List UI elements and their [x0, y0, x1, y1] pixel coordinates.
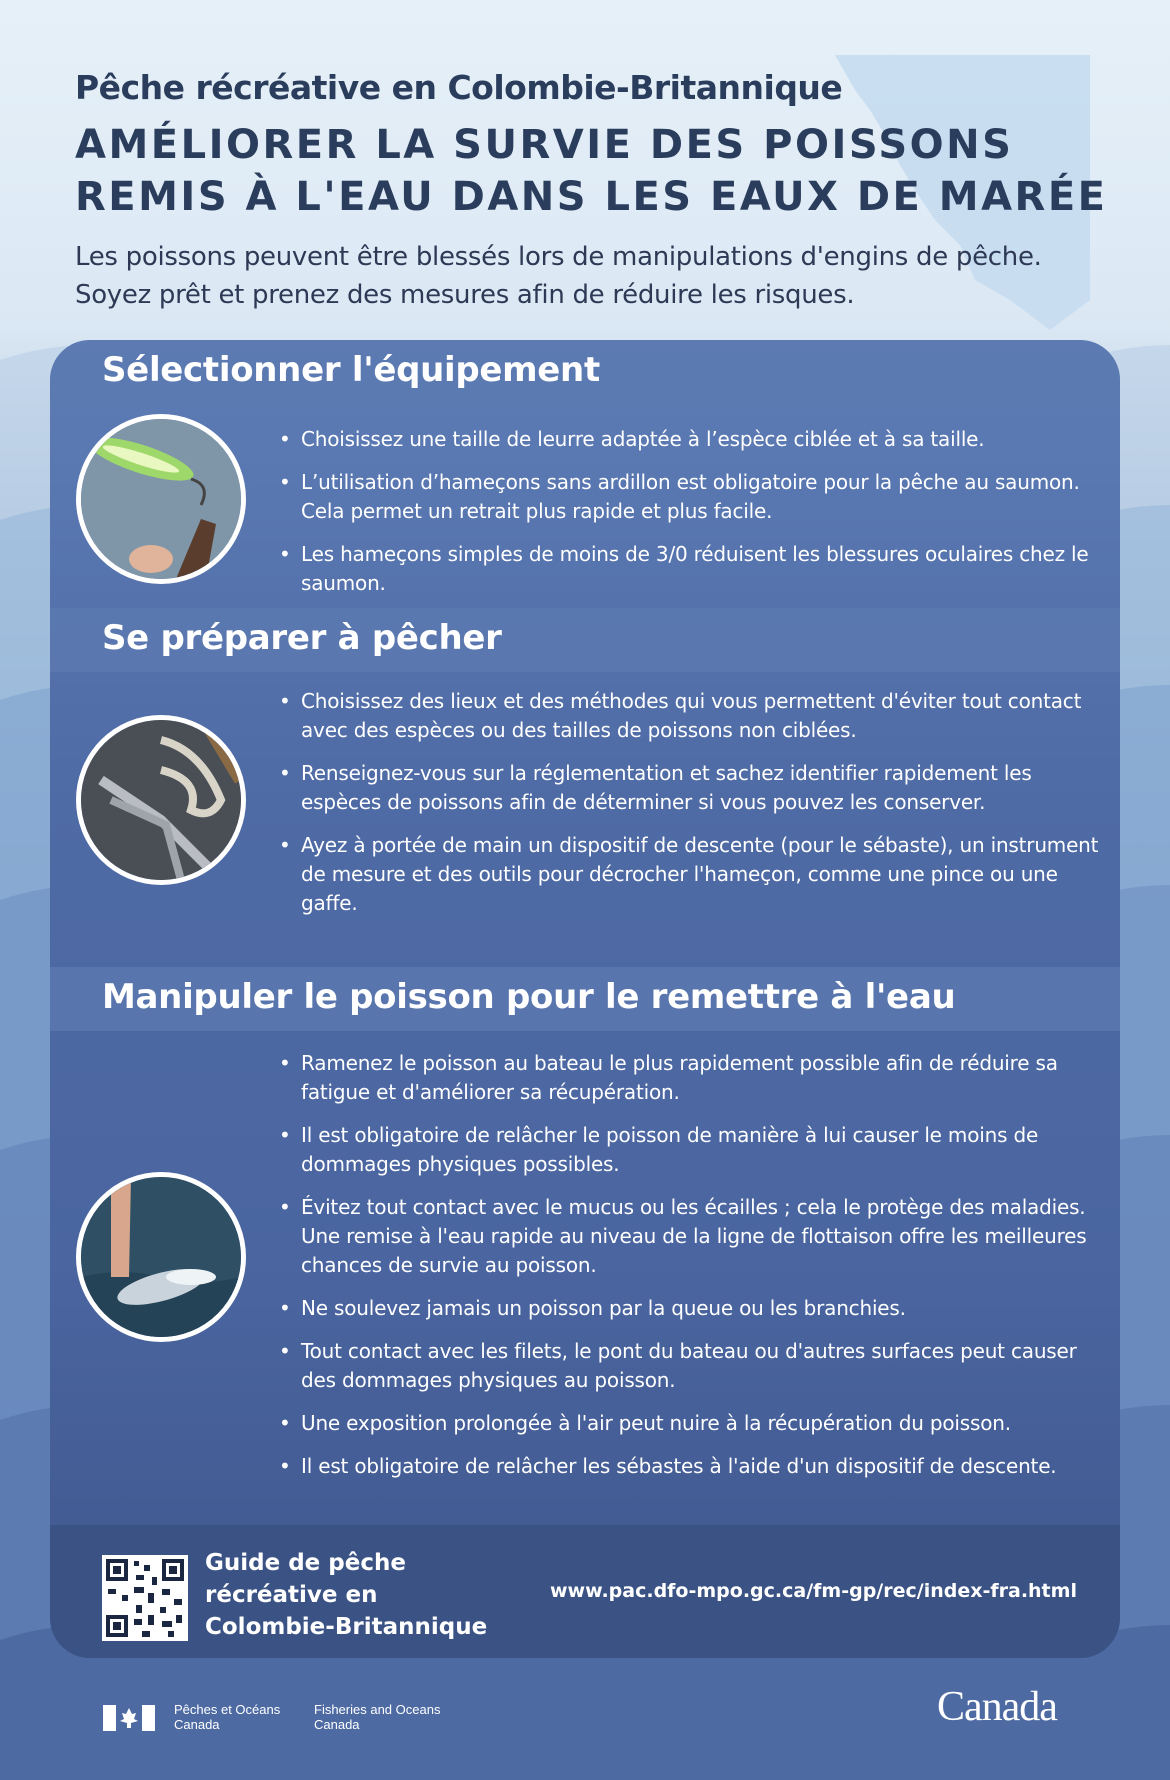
- section-header-handle: [50, 967, 1120, 1031]
- bullet-list-handle: [277, 1049, 1107, 1495]
- list-item: • L’utilisation d’hameçons sans ardillon est obligatoire pour la pêche au saumon. Cela permet un retrait plus rapide et plus facile.: [277, 468, 1107, 526]
- section-header-prepare: [50, 608, 1120, 672]
- title-line-1: AMÉLIORER LA SURVIE DES POISSONS: [75, 122, 1014, 168]
- list-item: • Une exposition prolongée à l'air peut nuire à la récupération du poisson.: [277, 1409, 1107, 1438]
- list-item: • Il est obligatoire de relâcher le poisson de manière à lui causer le moins de dommages physiques possibles.: [277, 1121, 1107, 1179]
- dept-name-fr: Pêches et Océans Canada: [174, 1702, 281, 1732]
- canada-flag-icon: [103, 1705, 155, 1731]
- list-item: • Tout contact avec les filets, le pont du bateau ou d'autres surfaces peut causer des dommages physiques au poisson.: [277, 1337, 1107, 1395]
- section-heading: Sélectionner l'équipement: [102, 350, 600, 390]
- guide-title: Guide de pêche récréative en Colombie-Britannique: [205, 1550, 488, 1640]
- title-line-2: REMIS À L'EAU DANS LES EAUX DE MARÉE: [75, 174, 1108, 220]
- list-item: • Choisissez des lieux et des méthodes qui vous permettent d'éviter tout contact avec des espèces ou des tailles de poissons non ciblées.: [277, 687, 1107, 745]
- list-item: • Les hameçons simples de moins de 3/0 réduisent les blessures oculaires chez le saumon.: [277, 540, 1107, 598]
- list-item: • Choisissez une taille de leurre adaptée à l’espèce ciblée et à sa taille.: [277, 425, 1107, 454]
- fishing-lure-icon: [76, 414, 246, 584]
- section-heading: Se préparer à pêcher: [102, 618, 502, 658]
- list-item: • Renseignez-vous sur la réglementation et sachez identifier rapidement les espèces de poissons afin de déterminer si vous pouvez les conserver.: [277, 759, 1107, 817]
- fish-release-icon: [76, 1172, 246, 1342]
- qr-code-icon[interactable]: [102, 1555, 188, 1641]
- pliers-and-tape-icon: [76, 715, 246, 885]
- bullet-list-prepare: [277, 687, 1107, 932]
- bullet-list-equipment: [277, 425, 1107, 612]
- intro-text: Les poissons peuvent être blessés lors de manipulations d'engins de pêche. Soyez prêt et prenez des mesures afin de réduire les risques.: [75, 242, 1042, 310]
- list-item: • Ramenez le poisson au bateau le plus rapidement possible afin de réduire sa fatigue et d'améliorer sa récupération.: [277, 1049, 1107, 1107]
- list-item: • Ne soulevez jamais un poisson par la queue ou les branchies.: [277, 1294, 1107, 1323]
- section-heading: Manipuler le poisson pour le remettre à l'eau: [102, 977, 956, 1017]
- list-item: • Ayez à portée de main un dispositif de descente (pour le sébaste), un instrument de mesure et des outils pour décrocher l'hameçon, comme une pince ou une gaffe.: [277, 831, 1107, 918]
- list-item: • Il est obligatoire de relâcher les sébastes à l'aide d'un dispositif de descente.: [277, 1452, 1107, 1481]
- dept-name-en: Fisheries and Oceans Canada: [314, 1702, 441, 1732]
- subtitle: Pêche récréative en Colombie-Britannique: [75, 68, 843, 107]
- list-item: • Évitez tout contact avec le mucus ou les écailles ; cela le protège des maladies. Une remise à l'eau rapide au niveau de la ligne de flottaison offre les meilleures chances de survie au poisson.: [277, 1193, 1107, 1280]
- content-panel: [50, 340, 1120, 1658]
- canada-wordmark: Canada: [937, 1684, 1057, 1730]
- section-header-equipment: [50, 340, 1120, 404]
- footer-band: [50, 1525, 1120, 1658]
- guide-url-link[interactable]: www.pac.dfo-mpo.gc.ca/fm-gp/rec/index-fra.html: [550, 1580, 1077, 1602]
